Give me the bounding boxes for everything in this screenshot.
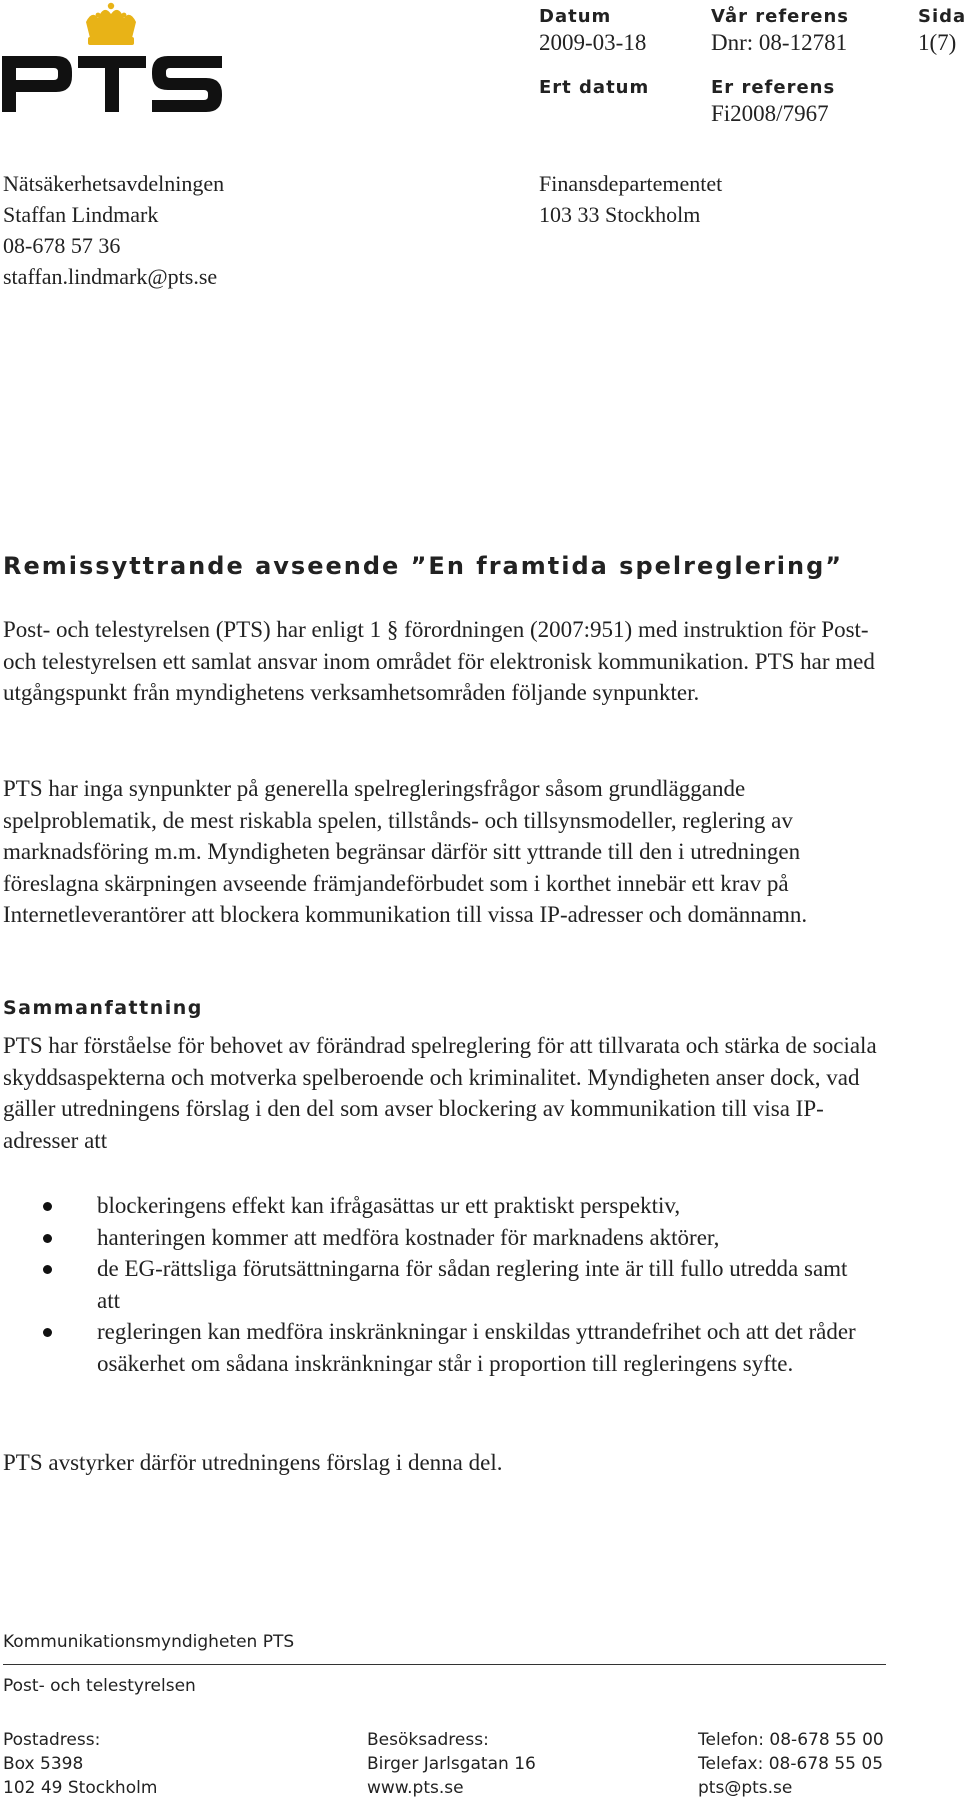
email-link[interactable]: pts@pts.se — [698, 1778, 793, 1798]
concerns-list — [0, 1190, 857, 1379]
your-reference-label: Er referens — [711, 77, 836, 98]
phone-number: Telefon: 08-678 55 00 — [698, 1730, 884, 1750]
sender-email[interactable]: staffan.lindmark@pts.se — [3, 264, 218, 289]
website-link[interactable]: www.pts.se — [367, 1778, 464, 1798]
intro-paragraph — [3, 614, 883, 709]
footer-postal-address — [3, 1728, 157, 1800]
sender-department: Nätsäkerhetsavdelningen — [3, 171, 225, 196]
our-reference-label: Vår referens — [711, 6, 849, 27]
date-value: 2009-03-18 — [539, 30, 647, 55]
bullet-icon — [43, 1265, 52, 1274]
footer-organization: Kommunikationsmyndigheten PTS — [3, 1632, 295, 1652]
postal-label: Postadress: — [3, 1730, 101, 1750]
intro-text-end: förordningen (2007:951) med instruktion för Post- och telestyrelsen ett samlat ansvar inom området för elektronisk kommunikation. PTS har med utgångspunkt från myndighetens verksamhetsområden följande synpunkter. — [3, 617, 875, 705]
postal-box: Box 5398 — [3, 1754, 84, 1774]
logo-letter-s — [152, 56, 222, 112]
footer-contact — [698, 1728, 884, 1800]
list-item: de EG-rättsliga förutsättningarna för sådan reglering inte är till fullo utredda samt att — [0, 1253, 857, 1316]
conclusion-paragraph: PTS avstyrker därför utredningens förslag i denna del. — [3, 1450, 503, 1475]
recipient-address: 103 33 Stockholm — [539, 202, 701, 227]
scope-paragraph: PTS har inga synpunkter på generella spelregleringsfrågor såsom grundläggande spelproblematik, de mest riskabla spelen, tillstånds- och tillsynsmodeller, reglering av marknadsföring m.m. Myndigheten begränsar därför sitt yttrande till den i utredningen föreslagna skärpningen avseende främjandeförbudet som i korthet innebär ett krav på Internetleverantörer att blockera kommunikation till vissa IP-adresser och domännamn. — [3, 776, 808, 927]
list-item: blockeringens effekt kan ifrågasättas ur ett praktiskt perspektiv, — [0, 1190, 857, 1222]
document-title: Remissyttrande avseende ”En framtida spelreglering” — [3, 552, 844, 580]
logo-letter-t — [78, 56, 146, 112]
date-label: Datum — [539, 6, 612, 27]
pts-logo — [0, 0, 225, 118]
summary-heading: Sammanfattning — [3, 997, 203, 1019]
sender-name: Staffan Lindmark — [3, 202, 159, 227]
sender-phone: 08-678 57 36 — [3, 233, 121, 258]
sender-block — [3, 168, 224, 292]
bullet-icon — [43, 1234, 52, 1243]
section-symbol: § — [386, 617, 399, 642]
footer-divider — [3, 1664, 886, 1665]
page-value: 1(7) — [918, 30, 957, 55]
recipient-name: Finansdepartementet — [539, 171, 723, 196]
logo-letter-p — [2, 56, 72, 112]
postal-city: 102 49 Stockholm — [3, 1778, 158, 1798]
visit-street: Birger Jarlsgatan 16 — [367, 1754, 536, 1774]
page-label: Sida — [918, 6, 966, 27]
bullet-icon — [43, 1328, 52, 1337]
visit-label: Besöksadress: — [367, 1730, 489, 1750]
your-date-label: Ert datum — [539, 77, 650, 98]
footer-visiting-address — [367, 1728, 536, 1800]
footer-organization-full: Post- och telestyrelsen — [3, 1676, 196, 1696]
summary-paragraph: PTS har förståelse för behovet av förändrad spelreglering för att tillvarata och stärka de sociala skyddsaspekterna och motverka spelberoende och kriminalitet. Myndigheten anser dock, vad gäller utredningens förslag i den del som avser blockering av kommunikation till visa IP-adresser att — [3, 1033, 877, 1153]
our-reference-value: Dnr: 08-12781 — [711, 30, 848, 55]
intro-text-start: Post- och telestyrelsen (PTS) har enligt 1 — [3, 617, 387, 642]
fax-number: Telefax: 08-678 55 05 — [698, 1754, 884, 1774]
your-reference-value: Fi2008/7967 — [711, 101, 829, 126]
bullet-icon — [43, 1202, 52, 1211]
list-item: hanteringen kommer att medföra kostnader för marknadens aktörer, — [0, 1222, 857, 1254]
recipient-block — [539, 168, 722, 230]
list-item: regleringen kan medföra inskränkningar i enskildas yttrandefrihet och att det råder osäkerhet om sådana inskränkningar står i proportion till regleringens syfte. — [0, 1316, 857, 1379]
crown-icon — [86, 3, 136, 45]
